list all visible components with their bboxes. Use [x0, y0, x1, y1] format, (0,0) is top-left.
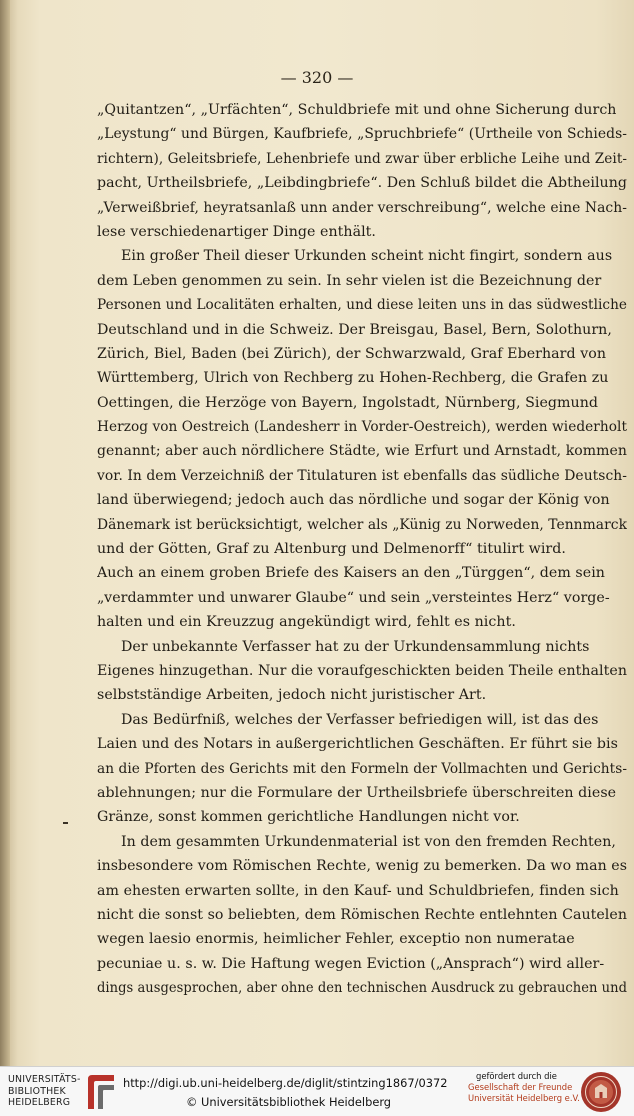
- funder-name-line: Gesellschaft der Freunde: [468, 1082, 573, 1093]
- text-line: pecuniae u. s. w. Die Haftung wegen Eviction („Ansprach“) wird aller-: [97, 955, 605, 972]
- text-line: genannt; aber auch nördlichere Städte, wie Erfurt und Arnstadt, kommen: [97, 443, 627, 460]
- funding-credit[interactable]: [468, 1071, 580, 1105]
- university-seal-icon: [580, 1071, 622, 1113]
- text-line: selbstständige Arbeiten, jedoch nicht juristischer Art.: [97, 687, 487, 704]
- text-line: lese verschiedenartiger Dinge enthält.: [97, 223, 376, 240]
- text-line: halten und ein Kreuzzug angekündigt wird, fehlt es nicht.: [97, 614, 516, 631]
- text-line: land überwiegend; jedoch auch das nördliche und sogar der König von: [97, 492, 610, 509]
- permalink-url[interactable]: http://digi.ub.uni-heidelberg.de/diglit/stintzing1867/0372: [123, 1076, 448, 1090]
- text-line: Der unbekannte Verfasser hat zu der Urkundensammlung nichts: [121, 638, 590, 655]
- library-name-line: HEIDELBERG: [8, 1097, 71, 1108]
- text-line: Deutschland und in die Schweiz. Der Breisgau, Basel, Bern, Solothurn,: [97, 321, 612, 338]
- text-line: Eigenes hinzugethan. Nur die voraufgeschickten beiden Theile enthalten: [97, 662, 627, 679]
- text-line: Württemberg, Ulrich von Rechberg zu Hohen-Rechberg, die Grafen zu: [97, 370, 609, 387]
- text-line: „Leystung“ und Bürgen, Kaufbriefe, „Spruchbriefe“ (Urtheile von Schieds-: [97, 126, 627, 143]
- text-line: „Quitantzen“, „Urfächten“, Schuldbriefe mit und ohne Sicherung durch: [97, 102, 617, 118]
- text-line: „Verweißbrief, heyratsanlaß unn ander verschreibung“, welche eine Nach-: [97, 199, 627, 216]
- text-line: und der Götten, Graf zu Altenburg und Delmenorff“ titulirt wird.: [97, 541, 566, 558]
- library-name-line: UNIVERSITÄTS-: [8, 1074, 81, 1085]
- text-line: Personen und Localitäten erhalten, und diese leiten uns in das südwestliche: [97, 297, 627, 314]
- text-line: In dem gesammten Urkundenmaterial ist von den fremden Rechten,: [121, 833, 616, 850]
- text-line: vor. In dem Verzeichniß der Titulaturen ist ebenfalls das südliche Deutsch-: [97, 467, 627, 484]
- text-line: richtern), Geleitsbriefe, Lehenbriefe und zwar über erbliche Leihe und Zeit-: [97, 150, 627, 167]
- library-emblem-icon[interactable]: [84, 1073, 118, 1111]
- text-line: Herzog von Oestreich (Landesherr in Vorder-Oestreich), werden wiederholt: [97, 419, 627, 436]
- book-gutter-shadow: [0, 0, 10, 1066]
- text-line: „verdammter und unwarer Glaube“ und sein „versteintes Herz“ vorge-: [97, 589, 610, 606]
- text-line: dem Leben genommen zu sein. In sehr vielen ist die Bezeichnung der: [97, 272, 602, 289]
- text-line: an die Pforten des Gerichts mit den Formeln der Vollmachten und Gerichts-: [97, 760, 627, 777]
- page-number: — 320 —: [280, 68, 354, 87]
- text-line: Gränze, sonst kommen gerichtliche Handlungen nicht vor.: [97, 809, 520, 826]
- page-text-body: [97, 98, 627, 1000]
- library-name-line: BIBLIOTHEK: [8, 1085, 66, 1097]
- text-line: insbesondere vom Römischen Rechte, wenig zu bemerken. Da wo man es: [97, 858, 627, 875]
- text-line: Auch an einem groben Briefe des Kaisers an den „Türggen“, dem sein: [97, 565, 605, 582]
- text-line: nicht die sonst so beliebten, dem Römischen Rechte entlehnten Cautelen: [97, 906, 627, 923]
- text-line: Oettingen, die Herzöge von Bayern, Ingolstadt, Nürnberg, Siegmund: [97, 394, 599, 411]
- footer-bar: [0, 1066, 634, 1116]
- library-name[interactable]: [8, 1074, 86, 1109]
- text-line: dings ausgesprochen, aber ohne den technischen Ausdruck zu gebrauchen und: [97, 980, 627, 997]
- margin-mark: [63, 822, 68, 824]
- copyright-notice: © Universitätsbibliothek Heidelberg: [186, 1095, 392, 1109]
- funding-label: gefördert durch die: [476, 1071, 557, 1081]
- text-line: Laien und des Notars in außergerichtlichen Geschäften. Er führt sie bis: [97, 736, 618, 753]
- text-line: ablehnungen; nur die Formulare der Urtheilsbriefe überschreiten diese: [97, 784, 617, 801]
- text-line: Das Bedürfniß, welches der Verfasser befriedigen will, ist das des: [121, 711, 599, 728]
- funder-name-line: Universität Heidelberg e.V.: [468, 1093, 580, 1104]
- text-line: Dänemark ist berücksichtigt, welcher als „Künig zu Norweden, Tennmarck: [97, 516, 627, 533]
- text-line: pacht, Urtheilsbriefe, „Leibdingbriefe“. Den Schluß bildet die Abtheilung: [97, 175, 627, 192]
- text-line: Ein großer Theil dieser Urkunden scheint nicht fingirt, sondern aus: [121, 248, 613, 265]
- text-line: am ehesten erwarten sollte, in den Kauf- und Schuldbriefen, finden sich: [97, 882, 619, 899]
- text-line: wegen laesio enormis, heimlicher Fehler, exceptio non numeratae: [97, 931, 575, 948]
- text-line: Zürich, Biel, Baden (bei Zürich), der Schwarzwald, Graf Eberhard von: [97, 345, 607, 362]
